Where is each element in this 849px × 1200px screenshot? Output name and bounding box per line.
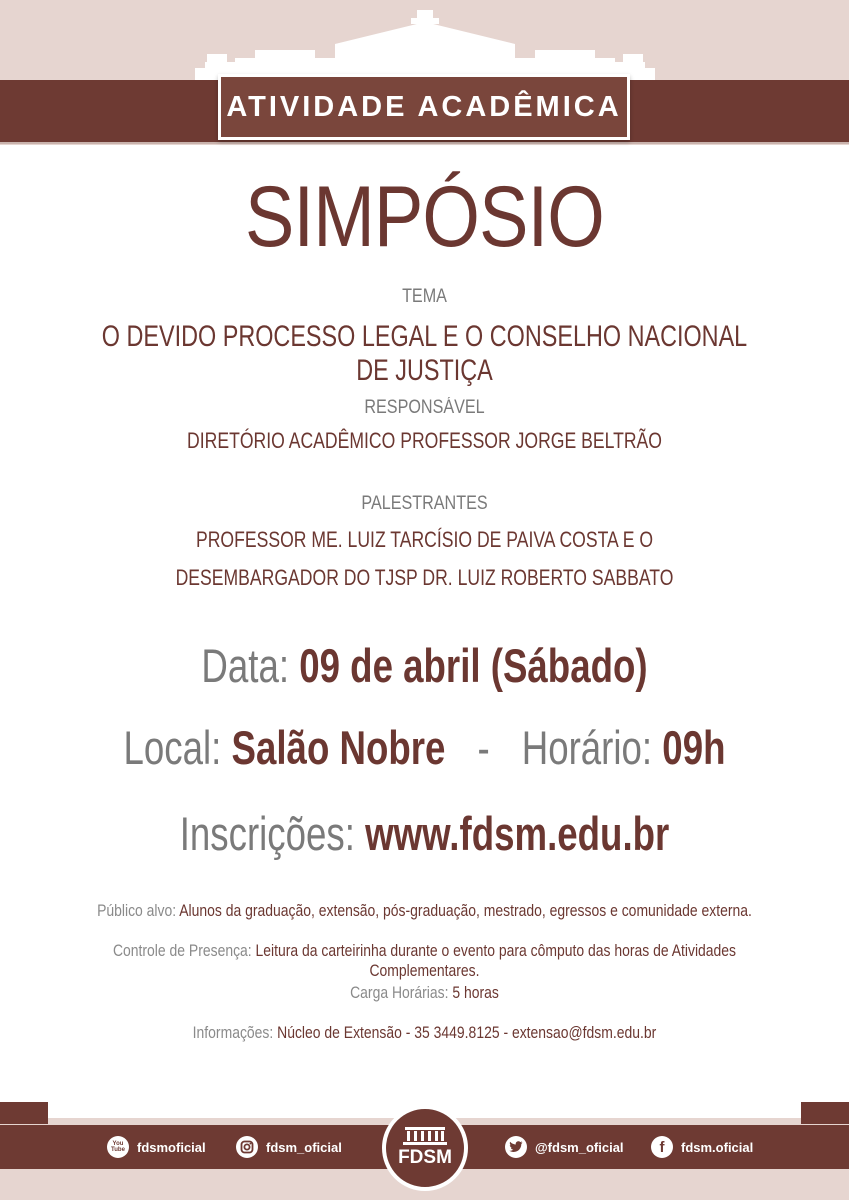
audience-value: Alunos da graduação, extensão, pós-graduação, mestrado, egressos e comunidade externa.: [179, 901, 752, 920]
contact-line: [76, 1023, 772, 1043]
speakers-label: PALESTRANTES: [361, 493, 488, 514]
responsible-value: DIRETÓRIO ACADÊMICO PROFESSOR JORGE BELTRÃO: [187, 428, 662, 453]
place-time-separator: -: [477, 721, 490, 774]
registration-line: [93, 806, 755, 861]
speakers-line-1: PROFESSOR ME. LUIZ TARCÍSIO DE PAIVA COSTA E O: [195, 527, 654, 552]
audience-label: Público alvo:: [97, 901, 177, 920]
registration-link[interactable]: www.fdsm.edu.br: [365, 807, 670, 860]
twitter-link[interactable]: [505, 1134, 624, 1160]
hours-line: [76, 983, 772, 1003]
hours-value: 5 horas: [452, 983, 499, 1002]
theme-value: O DEVIDO PROCESSO LEGAL E O CONSELHO NACIONAL DE JUSTIÇA: [101, 320, 748, 387]
facebook-link[interactable]: [651, 1134, 753, 1160]
youtube-link[interactable]: [107, 1134, 206, 1160]
date-line: [93, 638, 755, 693]
youtube-handle: fdsmoficial: [137, 1139, 206, 1155]
time-value: 09h: [662, 721, 726, 774]
facebook-handle: fdsm.oficial: [681, 1139, 754, 1155]
twitter-handle: @fdsm_oficial: [535, 1139, 624, 1155]
place-time-line: [93, 720, 755, 775]
footer-ribbon-left: [0, 1102, 48, 1124]
registration-label: Inscrições:: [179, 807, 355, 860]
footer-ribbon-right: [801, 1102, 849, 1124]
place-value: Salão Nobre: [231, 721, 446, 774]
hours-label: Carga Horárias:: [350, 983, 449, 1002]
event-type-title: SIMPÓSIO: [245, 169, 604, 265]
place-label: Local:: [123, 721, 222, 774]
date-value: 09 de abril (Sábado): [299, 639, 648, 692]
theme-label: TEMA: [402, 286, 447, 307]
banner-title: ATIVIDADE ACADÊMICA: [218, 74, 630, 140]
audience-line: [76, 901, 772, 921]
speakers-line-2: DESEMBARGADOR DO TJSP DR. LUIZ ROBERTO SABBATO: [175, 565, 674, 590]
building-silhouette-icon: [195, 4, 655, 84]
contact-value: Núcleo de Extensão - 35 3449.8125 - extensao@fdsm.edu.br: [277, 1023, 657, 1042]
logo-text: FDSM: [398, 1147, 452, 1168]
building-logo-icon: [403, 1127, 447, 1145]
youtube-icon: You Tube: [107, 1136, 129, 1158]
facebook-icon: f: [651, 1136, 673, 1158]
responsible-label: RESPONSÁVEL: [364, 397, 485, 418]
time-label: Horário:: [521, 721, 653, 774]
header-band-divider: [0, 142, 849, 144]
attendance-line: [76, 941, 772, 981]
fdsm-logo: [382, 1105, 468, 1191]
attendance-value: Leitura da carteirinha durante o evento para cômputo das horas de Atividades Complementares.: [255, 941, 737, 980]
instagram-link[interactable]: [236, 1134, 342, 1160]
attendance-label: Controle de Presença:: [112, 941, 252, 960]
instagram-icon: [236, 1136, 258, 1158]
instagram-handle: fdsm_oficial: [266, 1139, 342, 1155]
contact-label: Informações:: [192, 1023, 274, 1042]
twitter-icon: [505, 1136, 527, 1158]
date-label: Data:: [201, 639, 290, 692]
